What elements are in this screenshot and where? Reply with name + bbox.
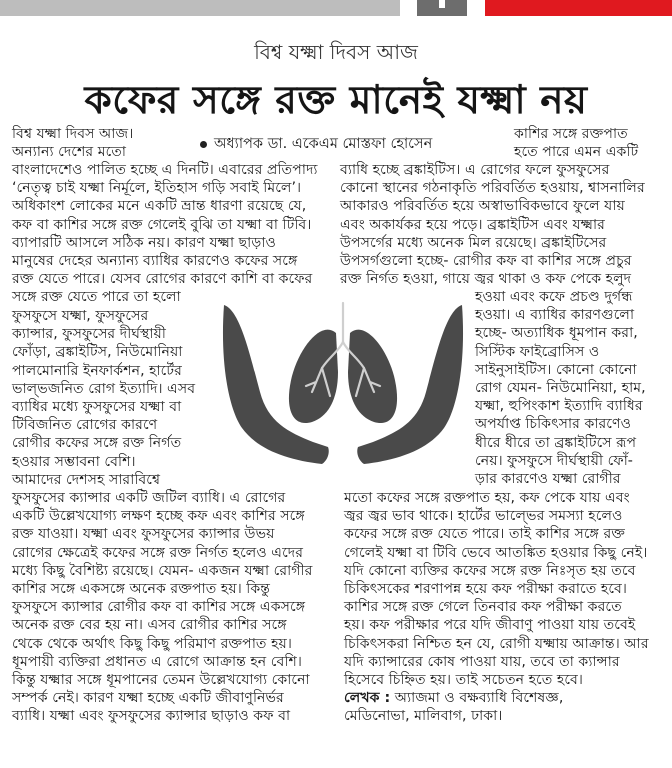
text-line: অন্যান্য দেশের মতো xyxy=(12,144,127,161)
body-block-d xyxy=(340,161,645,288)
text-line: এবং অকার্যকর হয়ে পড়ে। ব্রঙ্কাইটিস এবং যক্ষ্মার xyxy=(340,216,605,233)
bullet-icon xyxy=(200,141,207,148)
grey-band xyxy=(0,0,400,16)
text-line: নেয়। ফুসফুসে দীর্ঘস্থায়ী ফোঁ- xyxy=(475,452,633,469)
text-line: আকারও পরিবর্তিত হয়ে অস্বাভাবিকভাবে ফুলে যায় xyxy=(340,198,625,215)
text-line: ‘নেতৃত্ব চাই যক্ষ্মা নির্মূলে, ইতিহাস গড়ি সবাই মিলে’। xyxy=(12,180,302,197)
text-line: চিকিৎসকরা নিশ্চিত হন যে, রোগী যক্ষ্মায় আক্রান্ত। আর xyxy=(344,635,649,652)
col2-top xyxy=(514,125,638,161)
text-line: যদি কোনো ব্যক্তির কফের সঙ্গে রক্ত নিঃসৃত হয় তবে xyxy=(344,562,636,579)
body-block-c xyxy=(12,489,312,725)
text-line: উপসর্গগুলো হচ্ছে- রোগীর কফ বা কাশির সঙ্গে প্রচুর xyxy=(340,252,632,269)
text-line: কাশির সঙ্গে একসঙ্গে অনেক রক্তপাত হয়। কিন্তু xyxy=(12,580,271,597)
text-line: কিন্তু যক্ষ্মার সঙ্গে ধূমপানের তেমন উল্লেখযোগ্য কোনো xyxy=(12,671,310,688)
body-block-a xyxy=(12,161,318,307)
text-line: বিশ্ব যক্ষ্মা দিবস আজ। xyxy=(12,126,134,142)
col1-top xyxy=(12,125,133,161)
page-tab xyxy=(417,0,467,16)
text-line: ক্যান্সার, ফুসফুসের দীর্ঘস্থায়ী xyxy=(12,326,166,343)
text-line: ফুসফুসে ক্যান্সার রোগীর কফ বা কাশির সঙ্গে একসঙ্গে xyxy=(12,599,306,616)
text-line: রক্ত যেতে পারে। যেসব রোগের কারণে কাশি বা কফের xyxy=(12,271,313,288)
text-line: অধিকাংশ লোকের মনে একটি ভ্রান্ত ধারণা রয়েছে যে, xyxy=(12,198,307,215)
text-line: যক্ষ্মা, হুপিংকাশ ইত্যাদি ব্যাধির xyxy=(475,398,643,415)
text-line: ব্যাপারটি আসলে সঠিক নয়। কারণ যক্ষ্মা ছাড়াও xyxy=(12,234,276,251)
text-line: ব্যাধি হচ্ছে ব্রঙ্কাইটিস। এ রোগের ফলে ফুসফুসের xyxy=(340,162,610,178)
headline: কফের সঙ্গে রক্ত মানেই যক্ষ্মা নয় xyxy=(84,78,588,123)
text-line: পালমোনারি ইনফার্কশন, হার্টের xyxy=(12,362,182,379)
text-line: সঙ্গে রক্ত যেতে পারে তা হলো xyxy=(12,289,181,306)
text-line: জ্বর জ্বর ভাব থাকে। হার্টের ভাল্ভের সমস্যা হলেও xyxy=(344,508,623,525)
text-line: ভাল্ভজনিত রোগ ইত্যাদি। এসব xyxy=(12,380,196,397)
author-label: লেখক : xyxy=(344,690,391,706)
text-line: টিবিজনিত রোগের কারণে xyxy=(12,417,158,434)
text-line: হতে পারে এমন একটি xyxy=(514,144,639,161)
text-line: সম্পর্ক নেই। কারণ যক্ষ্মা হচ্ছে একটি জীবাণুনির্ভর xyxy=(12,690,284,707)
text-line: আমাদের দেশসহ সারাবিশ্বে xyxy=(12,471,161,488)
hands-holding-lungs-icon xyxy=(218,300,468,470)
text-line: মতো কফের সঙ্গে রক্তপাত হয়, কফ পেকে যায় এবং xyxy=(344,490,630,506)
text-line: কফ বা কাশির সঙ্গে রক্ত গেলেই বুঝি তা যক্ষ্মা বা টিবি। xyxy=(12,216,312,233)
red-accent-band xyxy=(485,0,672,16)
author-line2: মেডিনোভা, মালিবাগ, ঢাকা। xyxy=(344,708,503,725)
text-line: রোগের ক্ষেত্রেই কফের সঙ্গে রক্ত নির্গত হলেও এদের xyxy=(12,544,304,561)
text-line: ধীরে ধীরে তা ব্রঙ্কাইটিসে রূপ xyxy=(475,434,637,451)
text-line: হচ্ছে- অত্যাধিক ধূমপান করা, xyxy=(475,325,638,342)
text-line: হিসেবে চিহ্নিত হয়। তাই সচেতন হতে হবে। xyxy=(344,671,584,688)
top-color-bar xyxy=(0,0,672,16)
text-line: মধ্যে কিছু বৈশিষ্ট্য রয়েছে। যেমন- একজন যক্ষ্মা রোগীর xyxy=(12,562,313,579)
text-line: যদি ক্যান্সারের কোষ পাওয়া যায়, তবে তা ক্যান্সার xyxy=(344,653,620,670)
text-line: কোনো স্থানের গঠনাকৃতি পরিবর্তিত হওয়ায়, শ্বাসনালির xyxy=(340,180,645,197)
kicker: বিশ্ব যক্ষ্মা দিবস আজ xyxy=(254,40,418,64)
body-block-b xyxy=(12,307,195,489)
text-line: সিস্টিক ফাইব্রোসিস ও xyxy=(475,343,600,360)
byline xyxy=(200,133,432,157)
text-line: চিকিৎসকের শরণাপন্ন হয়ে কফ পরীক্ষা করাতে হবে। xyxy=(344,580,627,597)
text-line: থেকে থেকে অর্থাৎ কিছু কিছু পরিমাণ রক্তপাত হয়। xyxy=(12,635,292,652)
text-line: ব্যাধির মধ্যে ফুসফুসের যক্ষ্মা বা xyxy=(12,398,182,415)
text-line: ব্যাধি। যক্ষ্মা এবং ফুসফুসের ক্যান্সার ছাড়াও কফ বা xyxy=(12,708,291,725)
text-line: কাশির সঙ্গে রক্তপাত xyxy=(514,126,628,142)
text-line: রোগীর কফের সঙ্গে রক্ত নির্গত xyxy=(12,435,182,452)
text-line: রক্ত নির্গত হওয়া, গায়ে জ্বর থাকা ও কফ পেকে হলুদ xyxy=(340,271,632,288)
body-block-f xyxy=(344,489,649,689)
author-line1: অ্যাজমা ও বক্ষব্যাধি বিশেষজ্ঞ, xyxy=(394,690,564,706)
text-line: অনেক রক্ত বের হয় না। এসব রোগীর কাশির সঙ্গে xyxy=(12,617,287,634)
text-line: রোগ যেমন- নিউমোনিয়া, হাম, xyxy=(475,379,646,396)
text-line: একটি উল্লেখযোগ্য লক্ষণ হচ্ছে কফ এবং কাশির সঙ্গে xyxy=(12,508,305,525)
text-line: কাশির সঙ্গে রক্ত গেলে তিনবার কফ পরীক্ষা করতে xyxy=(344,599,622,616)
text-line: বাংলাদেশেও পালিত হচ্ছে এ দিনটি। এবারের প্রতিপাদ্য xyxy=(12,162,318,178)
text-line: ফুসফুসের ক্যান্সার একটি জটিল ব্যাধি। এ রোগের xyxy=(12,490,286,506)
author-info xyxy=(344,689,563,725)
author-name: অধ্যাপক ডা. একেএম মোস্তফা হোসেন xyxy=(214,136,433,152)
text-line: সাইনুসাইটিস। কোনো কোনো xyxy=(475,361,637,378)
body-block-e xyxy=(475,288,646,488)
text-line: ফুসফুসে যক্ষ্মা, ফুসফুসের xyxy=(12,308,149,324)
text-line: উপসর্গের মধ্যে অনেক মিল রয়েছে। ব্রঙ্কাইটিসের xyxy=(340,234,607,251)
text-line: হওয়া এবং কফে প্রচণ্ড দুর্গন্ধ xyxy=(475,289,633,305)
text-line: রক্ত যাওয়া। যক্ষ্মা এবং ফুসফুসের ক্যান্সার উভয় xyxy=(12,526,275,543)
text-line: গেলেই যক্ষ্মা বা টিবি ভেবে আতঙ্কিত হওয়ার কিছু নেই। xyxy=(344,544,648,561)
text-line: ফোঁড়া, ব্রঙ্কাইটিস, নিউমোনিয়া xyxy=(12,344,183,361)
text-line: হওয়ার সম্ভাবনা বেশি। xyxy=(12,453,136,470)
text-line: হয়। কফ পরীক্ষার পরে যদি জীবাণু পাওয়া যায় তবেই xyxy=(344,617,636,634)
text-line: হওয়া। এ ব্যাধির কারণগুলো xyxy=(475,307,635,324)
text-line: কফের সঙ্গে রক্ত যেতে পারে। তাই কাশির সঙ্গে রক্ত xyxy=(344,526,626,543)
text-line: ড়ার কারণেও যক্ষ্মা রোগীর xyxy=(475,470,621,487)
text-line: অপর্যাপ্ত চিকিৎসার কারণেও xyxy=(475,416,632,433)
text-line: ধূমপায়ী ব্যক্তিরা প্রধানত এ রোগে আক্রান্ত হন বেশি। xyxy=(12,653,302,670)
text-line: মানুষের দেহের অন্যান্য ব্যাধির কারণেও কফের সঙ্গে xyxy=(12,252,298,269)
